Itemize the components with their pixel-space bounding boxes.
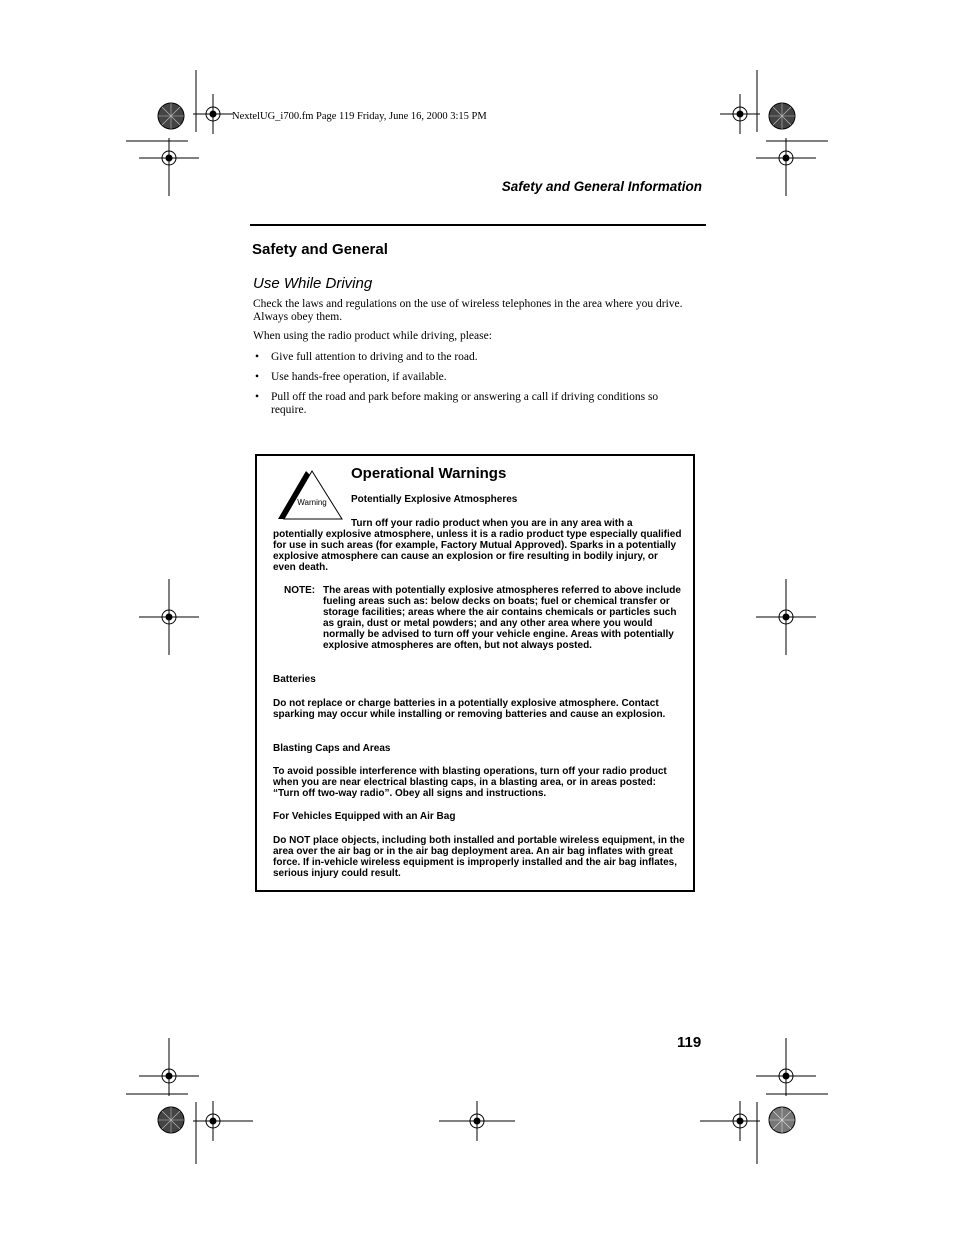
paragraph: Check the laws and regulations on the use of wireless telephones in the area where you drive. Always obey them. — [253, 298, 683, 323]
bullet-text: Give full attention to driving and to the road. — [271, 351, 478, 363]
airbag-paragraph: Do NOT place objects, including both installed and portable wireless equipment, in the area over the air bag or in the air bag deployment area. An air bag inflates with great force. If in-vehicle wireless equipment is improperly installed and the air bag inflates, serious injury could result. — [273, 835, 685, 879]
running-head: Safety and General Information — [501, 179, 702, 194]
registration-mark — [193, 94, 233, 134]
batteries-heading: Batteries — [273, 674, 316, 685]
page-number: 119 — [677, 1034, 702, 1051]
warning-box — [255, 454, 695, 892]
section-title: Safety and General — [252, 241, 388, 258]
star-target — [158, 103, 184, 129]
batteries-paragraph: Do not replace or charge batteries in a potentially explosive atmosphere. Contact sparking may occur while installing or removing batteries and cause an explosion. — [273, 698, 666, 720]
paragraph: When using the radio product while driving, please: — [253, 330, 492, 342]
registration-mark — [439, 1101, 515, 1141]
bullet-dot: • — [255, 391, 260, 403]
registration-mark — [756, 579, 816, 655]
note-text: The areas with potentially explosive atmospheres referred to above include fueling areas such as: below decks on boats; fuel or chemical transfer or storage facilities; areas where the air contains chemicals or particles such as grain, dust or metal powders; and any other area where you would normally be advised to turn off your vehicle engine. Areas with potentially explosive atmospheres are often, but not always posted. — [323, 585, 681, 651]
bullet-text: Use hands-free operation, if available. — [271, 371, 447, 383]
bullet-dot: • — [255, 371, 260, 383]
registration-mark — [756, 1038, 816, 1096]
subsection-title: Use While Driving — [253, 275, 373, 292]
star-target — [769, 103, 795, 129]
registration-mark — [139, 1038, 199, 1096]
registration-mark — [720, 94, 760, 134]
airbag-heading: For Vehicles Equipped with an Air Bag — [273, 811, 456, 822]
warning-icon-label: Warning — [297, 498, 327, 507]
registration-mark — [139, 579, 199, 655]
explosive-heading: Potentially Explosive Atmospheres — [351, 494, 518, 505]
star-target — [158, 1107, 184, 1133]
header-rule — [250, 224, 706, 226]
warning-triangle-icon — [276, 469, 346, 521]
file-info: NextelUG_i700.fm Page 119 Friday, June 16, 2000 3:15 PM — [232, 111, 487, 122]
bullet-text: Pull off the road and park before making or answering a call if driving conditions so require. — [271, 391, 659, 416]
bullet-dot: • — [255, 351, 260, 363]
blasting-paragraph: To avoid possible interference with blasting operations, turn off your radio product when you are near electrical blasting caps, in a blasting area, or in areas posted: “Turn off two-way radio”. Obey all signs and instructions. — [273, 766, 667, 799]
note-label: NOTE: — [284, 585, 316, 596]
star-target — [769, 1107, 795, 1133]
blasting-heading: Blasting Caps and Areas — [273, 743, 391, 754]
registration-mark — [139, 138, 199, 196]
registration-mark — [700, 1101, 760, 1141]
warning-title: Operational Warnings — [351, 465, 507, 482]
registration-mark — [756, 138, 816, 196]
registration-mark — [193, 1101, 253, 1141]
explosive-paragraph: Turn off your radio product when you are in any area with a potentially explosive atmosphere, unless it is a radio product type especially qualified for use in such areas (for example, Factory Mutual Approved). Sparks in a potentially explosive atmosphere can cause an explosion or fire resulting in bodily injury, or even death. — [273, 518, 682, 573]
